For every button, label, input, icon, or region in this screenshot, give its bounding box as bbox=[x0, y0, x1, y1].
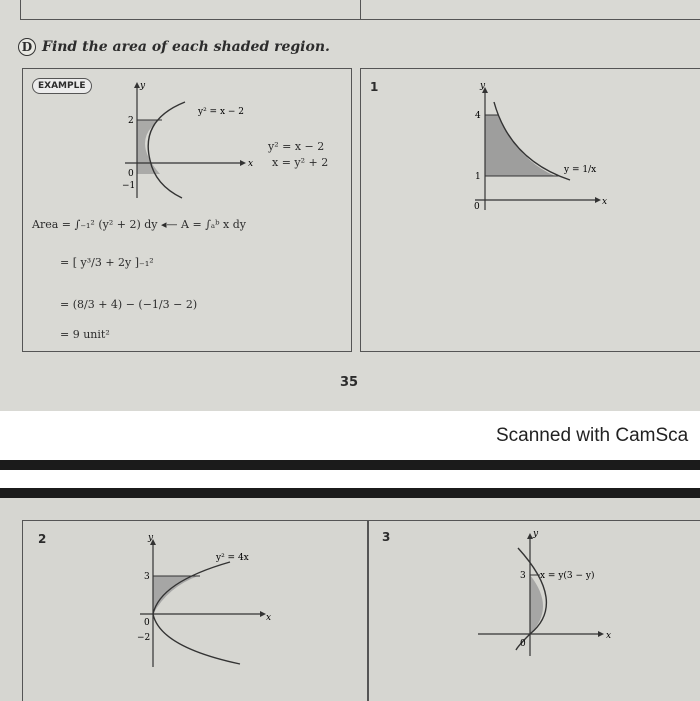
q3-tick-3: 3 bbox=[520, 571, 526, 581]
section-heading bbox=[18, 38, 330, 56]
q2-shaded-region bbox=[153, 576, 198, 614]
heading-text: Find the area of each shaded region. bbox=[42, 39, 330, 55]
q1-y-label: y bbox=[480, 81, 486, 91]
question-1-graph bbox=[460, 80, 610, 220]
q3-shaded-region bbox=[530, 575, 543, 634]
question-2-number: 2 bbox=[38, 532, 47, 546]
q2-tick-3: 3 bbox=[144, 572, 150, 582]
question-3-number: 3 bbox=[382, 530, 391, 544]
section-badge: D bbox=[18, 38, 36, 56]
q2-curve-label: y² = 4x bbox=[216, 553, 249, 563]
top-frame-left bbox=[20, 0, 360, 20]
page-number: 35 bbox=[340, 375, 359, 390]
example-parabola bbox=[148, 102, 185, 198]
q3-tick-0: 0 bbox=[520, 639, 526, 649]
worksheet-page-2 bbox=[0, 498, 700, 701]
q1-x-label: x bbox=[602, 197, 608, 207]
q1-shaded-region bbox=[485, 115, 555, 176]
divider-bar-top bbox=[0, 460, 700, 470]
divider-gap bbox=[0, 470, 700, 488]
area-line-2: = [ y³/3 + 2y ]₋₁² bbox=[60, 256, 154, 269]
q1-tick-0: 0 bbox=[474, 202, 480, 212]
q1-curve-label: y = 1/x bbox=[564, 165, 597, 175]
question-2-graph bbox=[120, 532, 280, 672]
q2-y-label: y bbox=[148, 533, 154, 543]
example-curve-label: y² = x − 2 bbox=[198, 107, 245, 117]
example-label: EXAMPLE bbox=[32, 78, 92, 94]
q1-tick-1: 1 bbox=[475, 172, 481, 182]
example-eq2: x = y² + 2 bbox=[272, 156, 329, 169]
example-y-label: y bbox=[140, 81, 146, 91]
example-graph bbox=[100, 80, 260, 205]
example-tick-2: 2 bbox=[128, 116, 134, 126]
area-line-3: = (8/3 + 4) − (−1/3 − 2) bbox=[60, 298, 198, 311]
q3-y-label: y bbox=[533, 529, 539, 539]
divider-bar-bottom bbox=[0, 488, 700, 498]
example-eq1: y² = x − 2 bbox=[268, 140, 325, 153]
area-line-1: Area = ∫₋₁² (y² + 2) dy ◂— A = ∫ₐᵇ x dy bbox=[32, 218, 246, 231]
top-frame-right bbox=[360, 0, 700, 20]
example-x-label: x bbox=[248, 159, 254, 169]
question-1-number: 1 bbox=[370, 80, 379, 94]
q2-tick-0: 0 bbox=[144, 618, 150, 628]
q1-tick-4: 4 bbox=[475, 111, 481, 121]
example-tick-0: 0 bbox=[128, 169, 134, 179]
area-line-4: = 9 unit² bbox=[60, 328, 110, 341]
q3-x-label: x bbox=[606, 631, 612, 641]
question-3-graph bbox=[478, 528, 628, 658]
example-tick-neg1: −1 bbox=[122, 181, 136, 191]
q2-tick-neg2: −2 bbox=[137, 633, 151, 643]
q2-x-label: x bbox=[266, 613, 272, 623]
scanner-watermark: Scanned with CamSca bbox=[496, 425, 689, 446]
q3-curve-label: x = y(3 − y) bbox=[540, 571, 595, 581]
